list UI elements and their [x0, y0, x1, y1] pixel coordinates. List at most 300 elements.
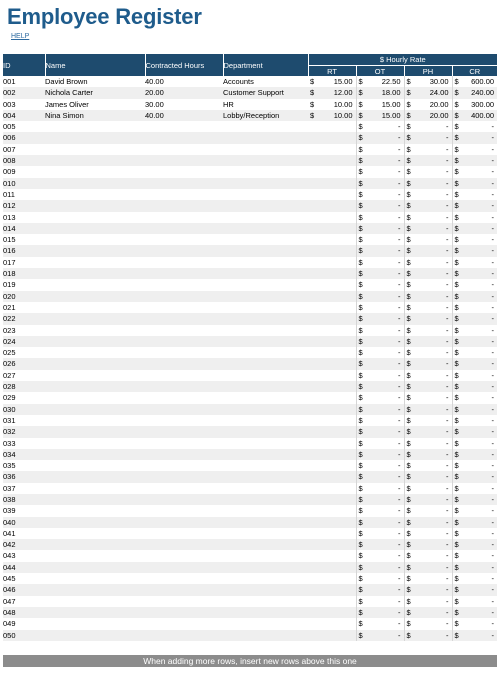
cell-ot[interactable]: [356, 178, 404, 189]
cell-ph[interactable]: [404, 291, 452, 302]
cell-contracted-hours[interactable]: 20.00: [145, 87, 223, 98]
help-link[interactable]: HELP: [11, 33, 30, 40]
cell-ot[interactable]: [356, 426, 404, 437]
cell-ph[interactable]: [404, 189, 452, 200]
cell-department[interactable]: [223, 596, 308, 607]
cell-department[interactable]: Lobby/Reception: [223, 110, 308, 121]
cell-id[interactable]: 022: [3, 313, 45, 324]
cell-name[interactable]: [45, 381, 145, 392]
cell-ot[interactable]: [356, 438, 404, 449]
cell-department[interactable]: [223, 279, 308, 290]
cell-cr[interactable]: [452, 155, 497, 166]
cell-department[interactable]: [223, 189, 308, 200]
cell-rt[interactable]: [308, 494, 356, 505]
cell-department[interactable]: [223, 178, 308, 189]
cell-name[interactable]: [45, 132, 145, 143]
cell-ot[interactable]: [356, 370, 404, 381]
cell-department[interactable]: [223, 494, 308, 505]
cell-department[interactable]: [223, 291, 308, 302]
cell-ph[interactable]: [404, 313, 452, 324]
cell-id[interactable]: 043: [3, 551, 16, 561]
cell-name[interactable]: [45, 166, 145, 177]
cell-ot[interactable]: [356, 584, 404, 595]
cell-id[interactable]: 024: [3, 336, 45, 347]
cell-rt[interactable]: [308, 618, 356, 629]
cell-department[interactable]: [223, 313, 308, 324]
cell-id[interactable]: 011: [3, 189, 15, 199]
cell-department[interactable]: [223, 630, 308, 641]
cell-id[interactable]: 004: [3, 110, 45, 121]
cell-ph[interactable]: [404, 381, 452, 392]
cell-ot[interactable]: [356, 87, 404, 98]
cell-contracted-hours[interactable]: [145, 449, 223, 460]
cell-rt[interactable]: [308, 76, 356, 87]
cell-ot[interactable]: [356, 166, 404, 177]
cell-rt[interactable]: [308, 144, 356, 155]
cell-rt[interactable]: [308, 471, 356, 482]
cell-name[interactable]: [45, 358, 145, 369]
cell-name[interactable]: David Brown: [45, 77, 88, 86]
cell-name[interactable]: [45, 223, 145, 234]
cell-contracted-hours[interactable]: [145, 618, 223, 629]
cell-id[interactable]: 049: [3, 619, 16, 629]
cell-cr[interactable]: [452, 268, 497, 279]
cell-name[interactable]: [45, 573, 145, 584]
cell-department[interactable]: [223, 460, 308, 471]
cell-name[interactable]: [45, 279, 145, 290]
cell-ot[interactable]: [356, 200, 404, 211]
cell-name[interactable]: [45, 415, 145, 426]
cell-name[interactable]: [45, 144, 145, 155]
cell-contracted-hours[interactable]: [145, 166, 223, 177]
cell-id[interactable]: 034: [3, 449, 45, 460]
cell-rt[interactable]: [308, 505, 356, 516]
cell-name[interactable]: [45, 550, 145, 561]
cell-name[interactable]: [45, 505, 145, 516]
cell-id[interactable]: 006: [3, 132, 45, 143]
cell-id[interactable]: 050: [3, 630, 45, 641]
cell-id[interactable]: 041: [3, 528, 16, 538]
cell-id[interactable]: 013: [3, 212, 16, 222]
cell-ot[interactable]: [356, 550, 404, 561]
cell-contracted-hours[interactable]: [145, 494, 223, 505]
cell-id[interactable]: 005: [3, 122, 16, 132]
cell-cr[interactable]: [452, 550, 497, 561]
cell-cr[interactable]: [452, 596, 497, 607]
cell-department[interactable]: [223, 166, 308, 177]
cell-ot[interactable]: [356, 325, 404, 336]
cell-ph[interactable]: [404, 392, 452, 403]
cell-cr[interactable]: [452, 110, 497, 121]
cell-ot[interactable]: [356, 234, 404, 245]
cell-rt[interactable]: [308, 415, 356, 426]
cell-cr[interactable]: [452, 584, 497, 595]
cell-cr[interactable]: [452, 200, 497, 211]
cell-ot[interactable]: [356, 110, 404, 121]
cell-ph[interactable]: [404, 404, 452, 415]
cell-cr[interactable]: [452, 313, 497, 324]
cell-contracted-hours[interactable]: [145, 144, 223, 155]
cell-id[interactable]: 002: [3, 87, 45, 98]
cell-ph[interactable]: [404, 76, 452, 87]
cell-ph[interactable]: [404, 449, 452, 460]
cell-contracted-hours[interactable]: [145, 155, 223, 166]
cell-department[interactable]: [223, 144, 308, 155]
cell-rt[interactable]: [308, 596, 356, 607]
cell-cr[interactable]: [452, 257, 497, 268]
cell-ot[interactable]: [356, 404, 404, 415]
cell-name[interactable]: [45, 596, 145, 607]
cell-ot[interactable]: [356, 618, 404, 629]
cell-cr[interactable]: [452, 302, 497, 313]
cell-name[interactable]: [45, 630, 145, 641]
cell-rt[interactable]: [308, 189, 356, 200]
cell-name[interactable]: [45, 325, 145, 336]
cell-id[interactable]: 037: [3, 483, 16, 493]
cell-id[interactable]: 044: [3, 562, 45, 573]
cell-cr[interactable]: [452, 166, 497, 177]
cell-cr[interactable]: [452, 212, 497, 223]
cell-ot[interactable]: [356, 132, 404, 143]
cell-name[interactable]: [45, 438, 145, 449]
cell-contracted-hours[interactable]: [145, 438, 223, 449]
cell-name[interactable]: [45, 347, 145, 358]
cell-ph[interactable]: [404, 212, 452, 223]
cell-id[interactable]: 015: [3, 235, 16, 245]
cell-ph[interactable]: [404, 155, 452, 166]
cell-ot[interactable]: [356, 223, 404, 234]
cell-ph[interactable]: [404, 426, 452, 437]
cell-rt[interactable]: [308, 325, 356, 336]
cell-ot[interactable]: [356, 313, 404, 324]
cell-cr[interactable]: [452, 381, 497, 392]
cell-ph[interactable]: [404, 144, 452, 155]
cell-cr[interactable]: [452, 336, 497, 347]
cell-department[interactable]: [223, 584, 308, 595]
cell-ot[interactable]: [356, 381, 404, 392]
cell-cr[interactable]: [452, 460, 497, 471]
cell-rt[interactable]: [308, 528, 356, 539]
cell-id[interactable]: 009: [3, 167, 16, 177]
cell-ph[interactable]: [404, 494, 452, 505]
cell-name[interactable]: [45, 336, 145, 347]
cell-ph[interactable]: [404, 584, 452, 595]
cell-name[interactable]: [45, 426, 145, 437]
cell-id[interactable]: 040: [3, 517, 45, 528]
cell-name[interactable]: [45, 302, 145, 313]
cell-department[interactable]: Customer Support: [223, 87, 308, 98]
cell-cr[interactable]: [452, 483, 497, 494]
cell-ot[interactable]: [356, 358, 404, 369]
cell-id[interactable]: 027: [3, 370, 16, 380]
cell-department[interactable]: [223, 471, 308, 482]
cell-ph[interactable]: [404, 618, 452, 629]
cell-id[interactable]: 047: [3, 596, 16, 606]
cell-name[interactable]: [45, 607, 145, 618]
cell-name[interactable]: Nichola Carter: [45, 87, 145, 98]
cell-id[interactable]: 036: [3, 471, 45, 482]
cell-cr[interactable]: [452, 325, 497, 336]
cell-ph[interactable]: [404, 347, 452, 358]
cell-department[interactable]: [223, 573, 308, 584]
cell-id[interactable]: 045: [3, 574, 16, 584]
cell-department[interactable]: [223, 132, 308, 143]
cell-ot[interactable]: [356, 517, 404, 528]
cell-cr[interactable]: [452, 528, 497, 539]
cell-ot[interactable]: [356, 291, 404, 302]
cell-department[interactable]: [223, 200, 308, 211]
cell-rt[interactable]: [308, 460, 356, 471]
cell-name[interactable]: [45, 483, 145, 494]
cell-id[interactable]: 012: [3, 200, 45, 211]
cell-cr[interactable]: [452, 279, 497, 290]
cell-ph[interactable]: [404, 539, 452, 550]
cell-ot[interactable]: [356, 279, 404, 290]
cell-rt[interactable]: [308, 517, 356, 528]
cell-contracted-hours[interactable]: [145, 336, 223, 347]
cell-name[interactable]: [45, 528, 145, 539]
cell-ot[interactable]: [356, 76, 404, 87]
cell-cr[interactable]: [452, 234, 497, 245]
cell-contracted-hours[interactable]: [145, 517, 223, 528]
cell-rt[interactable]: [308, 550, 356, 561]
cell-id[interactable]: 010: [3, 178, 45, 189]
cell-id[interactable]: 039: [3, 506, 16, 516]
cell-cr[interactable]: [452, 449, 497, 460]
cell-rt[interactable]: [308, 87, 356, 98]
cell-ph[interactable]: [404, 325, 452, 336]
cell-department[interactable]: [223, 347, 308, 358]
cell-contracted-hours[interactable]: [145, 426, 223, 437]
cell-id[interactable]: 018: [3, 268, 45, 279]
cell-ph[interactable]: [404, 562, 452, 573]
cell-id[interactable]: 001: [3, 77, 16, 86]
cell-rt[interactable]: [308, 313, 356, 324]
cell-id[interactable]: 014: [3, 223, 45, 234]
cell-rt[interactable]: [308, 630, 356, 641]
cell-department[interactable]: [223, 234, 308, 245]
cell-contracted-hours[interactable]: [145, 607, 223, 618]
cell-department[interactable]: [223, 223, 308, 234]
cell-ot[interactable]: [356, 505, 404, 516]
cell-ot[interactable]: [356, 245, 404, 256]
cell-contracted-hours[interactable]: [145, 392, 223, 403]
cell-contracted-hours[interactable]: [145, 279, 223, 290]
cell-department[interactable]: [223, 449, 308, 460]
cell-department[interactable]: [223, 212, 308, 223]
cell-id[interactable]: 019: [3, 280, 16, 290]
cell-rt[interactable]: [308, 200, 356, 211]
cell-ph[interactable]: [404, 358, 452, 369]
cell-contracted-hours[interactable]: [145, 370, 223, 381]
cell-contracted-hours[interactable]: [145, 245, 223, 256]
cell-rt[interactable]: [308, 573, 356, 584]
cell-name[interactable]: [45, 200, 145, 211]
cell-id[interactable]: 033: [3, 438, 16, 448]
cell-ph[interactable]: [404, 550, 452, 561]
cell-ph[interactable]: [404, 607, 452, 618]
cell-ot[interactable]: [356, 212, 404, 223]
cell-name[interactable]: [45, 460, 145, 471]
cell-id[interactable]: 029: [3, 393, 16, 403]
cell-ph[interactable]: [404, 268, 452, 279]
cell-name[interactable]: [45, 539, 145, 550]
cell-department[interactable]: [223, 607, 308, 618]
cell-id[interactable]: 008: [3, 155, 45, 166]
cell-contracted-hours[interactable]: [145, 358, 223, 369]
cell-id[interactable]: 026: [3, 358, 45, 369]
cell-ot[interactable]: [356, 302, 404, 313]
cell-rt[interactable]: [308, 121, 356, 132]
cell-rt[interactable]: [308, 539, 356, 550]
cell-cr[interactable]: [452, 87, 497, 98]
cell-name[interactable]: [45, 178, 145, 189]
cell-contracted-hours[interactable]: [145, 189, 223, 200]
cell-department[interactable]: [223, 404, 308, 415]
cell-id[interactable]: 030: [3, 404, 45, 415]
cell-name[interactable]: [45, 370, 145, 381]
cell-ot[interactable]: [356, 630, 404, 641]
cell-contracted-hours[interactable]: [145, 471, 223, 482]
cell-cr[interactable]: [452, 517, 497, 528]
cell-cr[interactable]: [452, 415, 497, 426]
cell-ot[interactable]: [356, 449, 404, 460]
cell-contracted-hours[interactable]: [145, 596, 223, 607]
cell-contracted-hours[interactable]: [145, 381, 223, 392]
cell-rt[interactable]: [308, 166, 356, 177]
cell-ot[interactable]: [356, 392, 404, 403]
cell-cr[interactable]: [452, 438, 497, 449]
cell-rt[interactable]: [308, 279, 356, 290]
cell-ot[interactable]: [356, 596, 404, 607]
cell-department[interactable]: [223, 302, 308, 313]
cell-department[interactable]: [223, 155, 308, 166]
cell-ot[interactable]: [356, 460, 404, 471]
cell-rt[interactable]: [308, 358, 356, 369]
cell-contracted-hours[interactable]: [145, 550, 223, 561]
cell-cr[interactable]: [452, 347, 497, 358]
cell-ot[interactable]: [356, 144, 404, 155]
cell-contracted-hours[interactable]: [145, 539, 223, 550]
cell-ph[interactable]: [404, 121, 452, 132]
cell-ot[interactable]: [356, 121, 404, 132]
cell-contracted-hours[interactable]: 40.00: [145, 77, 164, 86]
cell-cr[interactable]: [452, 291, 497, 302]
cell-cr[interactable]: [452, 76, 497, 87]
cell-contracted-hours[interactable]: 40.00: [145, 110, 223, 121]
cell-id[interactable]: 028: [3, 381, 45, 392]
cell-id[interactable]: 032: [3, 426, 45, 437]
cell-rt[interactable]: [308, 370, 356, 381]
cell-department[interactable]: [223, 370, 308, 381]
cell-name[interactable]: [45, 291, 145, 302]
cell-cr[interactable]: [452, 132, 497, 143]
cell-rt[interactable]: [308, 302, 356, 313]
cell-ph[interactable]: [404, 166, 452, 177]
cell-cr[interactable]: [452, 607, 497, 618]
cell-ph[interactable]: [404, 132, 452, 143]
cell-ph[interactable]: [404, 460, 452, 471]
cell-ph[interactable]: [404, 178, 452, 189]
cell-rt[interactable]: [308, 212, 356, 223]
cell-contracted-hours[interactable]: [145, 291, 223, 302]
cell-id[interactable]: 035: [3, 461, 16, 471]
cell-ot[interactable]: [356, 155, 404, 166]
cell-ph[interactable]: [404, 99, 452, 110]
cell-ph[interactable]: [404, 483, 452, 494]
cell-name[interactable]: [45, 471, 145, 482]
cell-ot[interactable]: [356, 471, 404, 482]
cell-rt[interactable]: [308, 99, 356, 110]
cell-id[interactable]: 042: [3, 539, 45, 550]
cell-ot[interactable]: [356, 268, 404, 279]
cell-rt[interactable]: [308, 438, 356, 449]
cell-ph[interactable]: [404, 630, 452, 641]
cell-department[interactable]: [223, 381, 308, 392]
cell-name[interactable]: [45, 245, 145, 256]
cell-department[interactable]: HR: [223, 99, 234, 109]
cell-ph[interactable]: [404, 517, 452, 528]
cell-ph[interactable]: [404, 528, 452, 539]
cell-cr[interactable]: [452, 144, 497, 155]
cell-ph[interactable]: [404, 336, 452, 347]
cell-ot[interactable]: [356, 257, 404, 268]
cell-name[interactable]: [45, 562, 145, 573]
cell-cr[interactable]: [452, 426, 497, 437]
cell-rt[interactable]: [308, 155, 356, 166]
cell-id[interactable]: 048: [3, 607, 45, 618]
cell-rt[interactable]: [308, 562, 356, 573]
cell-contracted-hours[interactable]: [145, 528, 223, 539]
cell-rt[interactable]: [308, 584, 356, 595]
cell-ot[interactable]: [356, 189, 404, 200]
cell-id[interactable]: 031: [3, 415, 16, 425]
cell-ph[interactable]: [404, 110, 452, 121]
cell-contracted-hours[interactable]: [145, 573, 223, 584]
cell-ph[interactable]: [404, 505, 452, 516]
cell-contracted-hours[interactable]: 30.00: [145, 99, 164, 109]
cell-ph[interactable]: [404, 302, 452, 313]
cell-cr[interactable]: [452, 189, 497, 200]
cell-cr[interactable]: [452, 494, 497, 505]
cell-id[interactable]: 003: [3, 99, 16, 109]
cell-ot[interactable]: [356, 539, 404, 550]
cell-cr[interactable]: [452, 245, 497, 256]
cell-cr[interactable]: [452, 178, 497, 189]
cell-rt[interactable]: [308, 483, 356, 494]
cell-ot[interactable]: [356, 494, 404, 505]
cell-ot[interactable]: [356, 573, 404, 584]
cell-contracted-hours[interactable]: [145, 132, 223, 143]
cell-contracted-hours[interactable]: [145, 415, 223, 426]
cell-name[interactable]: [45, 234, 145, 245]
cell-contracted-hours[interactable]: [145, 234, 223, 245]
cell-cr[interactable]: [452, 471, 497, 482]
cell-cr[interactable]: [452, 99, 497, 110]
cell-rt[interactable]: [308, 178, 356, 189]
cell-contracted-hours[interactable]: [145, 178, 223, 189]
cell-department[interactable]: [223, 562, 308, 573]
cell-contracted-hours[interactable]: [145, 121, 223, 132]
cell-rt[interactable]: [308, 392, 356, 403]
cell-name[interactable]: [45, 392, 145, 403]
cell-name[interactable]: [45, 584, 145, 595]
cell-ot[interactable]: [356, 415, 404, 426]
cell-cr[interactable]: [452, 562, 497, 573]
cell-name[interactable]: [45, 404, 145, 415]
cell-rt[interactable]: [308, 257, 356, 268]
cell-ot[interactable]: [356, 347, 404, 358]
